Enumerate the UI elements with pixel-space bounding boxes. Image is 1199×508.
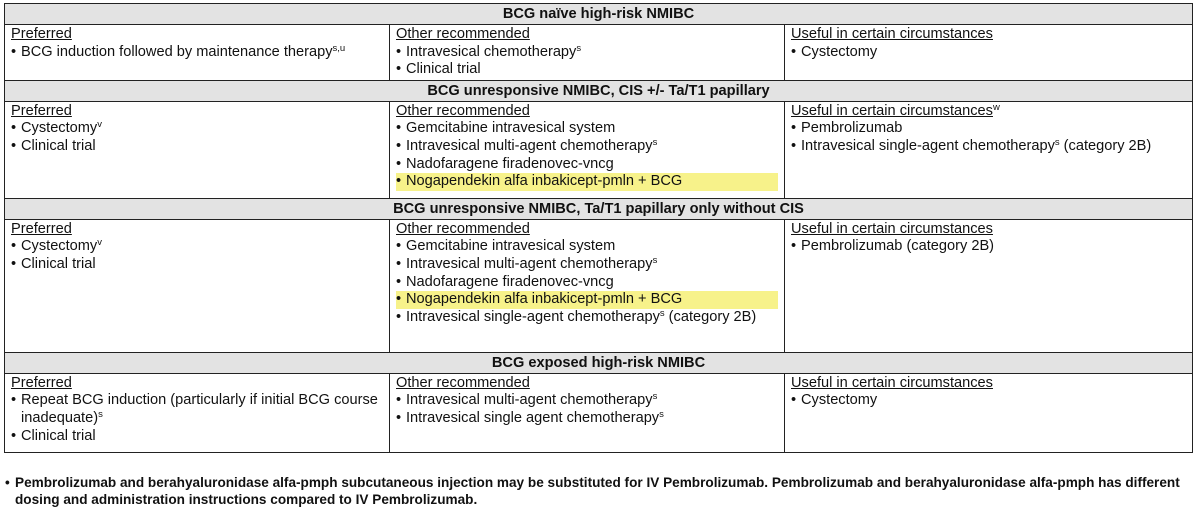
section-title: BCG exposed high-risk NMIBC <box>5 352 1193 373</box>
useful-cell <box>785 101 1193 198</box>
section-header-row <box>5 4 1193 25</box>
useful-cell <box>785 219 1193 352</box>
other-recommended-cell <box>390 101 785 198</box>
useful-list <box>791 392 1186 410</box>
preferred-title: Preferred <box>11 374 72 391</box>
list-item: • Intravesical single agent chemotherapy$^s$ <box>396 410 778 428</box>
highlighted-list-item: • Nogapendekin alfa inbakicept-pmln + BCG <box>396 173 778 191</box>
preferred-cell <box>5 101 390 198</box>
list-item: • Cystectomy$^v$ <box>11 120 383 138</box>
list-item: • Nadofaragene firadenovec-vncg <box>396 274 778 292</box>
section-body-row <box>5 101 1193 198</box>
useful-cell <box>785 25 1193 81</box>
other-recommended-cell <box>390 373 785 452</box>
useful-title: Useful in certain circumstances <box>791 26 993 42</box>
preferred-list <box>11 238 383 273</box>
preferred-list <box>11 44 383 62</box>
preferred-list <box>11 120 383 155</box>
other-recommended-title: Other recommended <box>396 26 530 42</box>
other-recommended-cell <box>390 25 785 81</box>
section-title: BCG unresponsive NMIBC, CIS +/- Ta/T1 papillary <box>5 80 1193 101</box>
useful-title-line <box>791 103 1186 121</box>
list-item: • Cystectomy <box>791 392 1186 410</box>
highlighted-list-item: • Nogapendekin alfa inbakicept-pmln + BCG <box>396 291 778 309</box>
other-recommended-title: Other recommended <box>396 374 530 391</box>
list-item: • BCG induction followed by maintenance therapy$^{s,u}$ <box>11 44 383 62</box>
list-item: • Intravesical chemotherapy$^s$ <box>396 44 778 62</box>
list-item: • Pembrolizumab (category 2B) <box>791 238 1186 256</box>
section-header-row <box>5 80 1193 101</box>
preferred-cell <box>5 373 390 452</box>
list-item: • Intravesical single-agent chemotherapy$^s$ (category 2B) <box>791 138 1186 156</box>
list-item: • Gemcitabine intravesical system <box>396 120 778 138</box>
list-item: • Intravesical multi-agent chemotherapy$^s$ <box>396 392 778 410</box>
useful-title: Useful in certain circumstances <box>791 102 993 119</box>
other-recommended-title: Other recommended <box>396 220 530 237</box>
section-body-row <box>5 219 1193 352</box>
footnote: • Pembrolizumab and berahyaluronidase alfa-pmph subcutaneous injection may be substituted for IV Pembrolizumab. Pembrolizumab and berahyaluronidase alfa-pmph has different dosing and administration instructions compared to IV Pembrolizumab. <box>5 474 1199 508</box>
useful-list <box>791 44 1186 62</box>
preferred-cell <box>5 219 390 352</box>
section-header-row <box>5 198 1193 219</box>
list-item: • Clinical trial <box>11 138 383 156</box>
preferred-cell <box>5 25 390 81</box>
useful-list <box>791 238 1186 256</box>
list-item: • Clinical trial <box>11 428 383 446</box>
preferred-title: Preferred <box>11 220 72 237</box>
useful-title: Useful in certain circumstances <box>791 374 993 391</box>
other-recommended-list <box>396 238 778 326</box>
list-item: • Nadofaragene firadenovec-vncg <box>396 156 778 174</box>
list-item: • Clinical trial <box>11 256 383 274</box>
list-item: • Cystectomy <box>791 44 1186 62</box>
other-recommended-cell <box>390 219 785 352</box>
section-title: BCG unresponsive NMIBC, Ta/T1 papillary only without CIS <box>5 198 1193 219</box>
list-item: • Intravesical multi-agent chemotherapy$^s$ <box>396 138 778 156</box>
useful-title: Useful in certain circumstances <box>791 220 993 237</box>
section-header-row <box>5 352 1193 373</box>
treatment-table <box>4 3 1193 453</box>
section-body-row <box>5 25 1193 81</box>
other-recommended-list <box>396 392 778 427</box>
section-body-row <box>5 373 1193 452</box>
list-item: • Clinical trial <box>396 61 778 79</box>
list-item: • Intravesical multi-agent chemotherapy$^s$ <box>396 256 778 274</box>
preferred-title: Preferred <box>11 26 72 42</box>
list-item: • Pembrolizumab <box>791 120 1186 138</box>
preferred-list <box>11 392 383 445</box>
preferred-title: Preferred <box>11 102 72 119</box>
useful-cell <box>785 373 1193 452</box>
other-recommended-title: Other recommended <box>396 102 530 119</box>
useful-list <box>791 120 1186 155</box>
section-title: BCG naïve high-risk NMIBC <box>5 4 1193 25</box>
other-recommended-list <box>396 44 778 79</box>
list-item: • Cystectomy$^v$ <box>11 238 383 256</box>
footnote-marker: w <box>992 101 1000 113</box>
list-item: • Gemcitabine intravesical system <box>396 238 778 256</box>
list-item: • Intravesical single-agent chemotherapy$^s$ (category 2B) <box>396 309 778 327</box>
other-recommended-list <box>396 120 778 190</box>
list-item: • Repeat BCG induction (particularly if initial BCG course inadequate)$^s$ <box>11 392 383 427</box>
